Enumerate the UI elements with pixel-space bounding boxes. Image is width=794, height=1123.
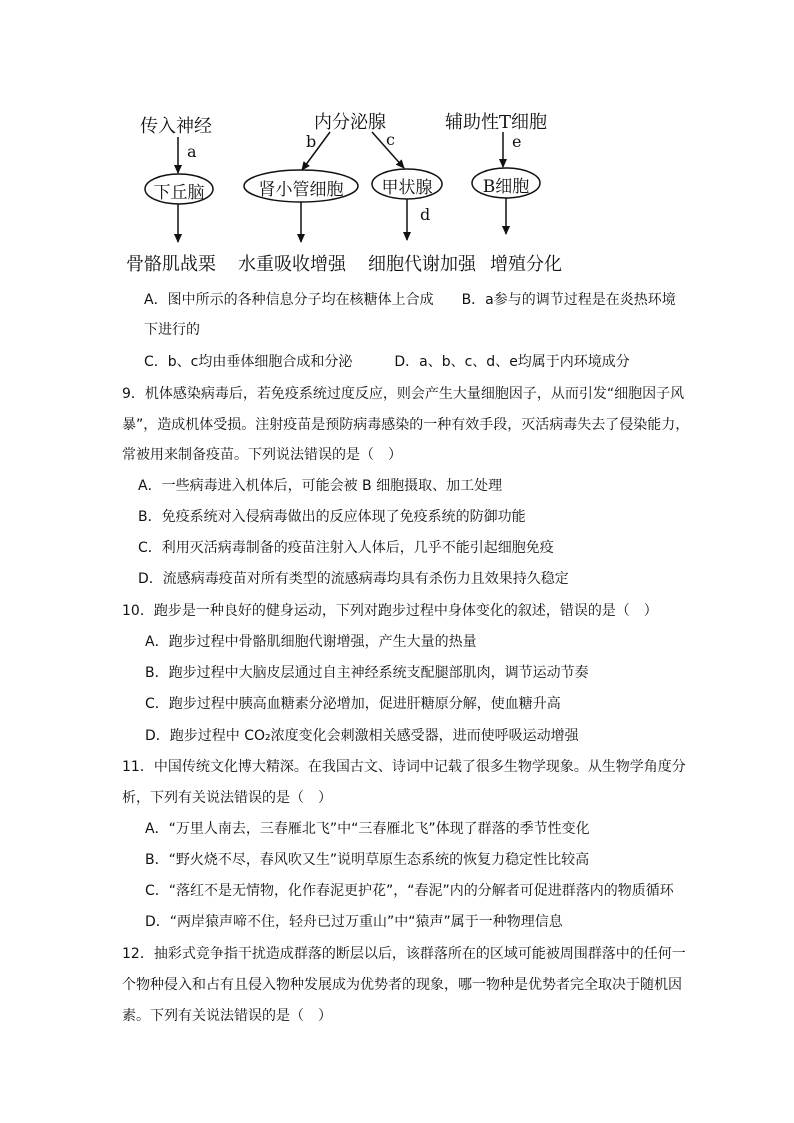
label-b: b <box>306 132 317 151</box>
q9-stem-line2: 暴”，造成机体受损。注射疫苗是预防病毒感染的一种有效手段，灭活病毒失去了侵染能力， <box>122 417 690 433</box>
q8-option-line1: A．图中所示的各种信息分子均在核糖体上合成 B．a参与的调节过程是在炎热环境 <box>144 292 676 308</box>
q12-stem-line2: 个物种侵入和占有且侵入物种发展成为优势者的现象，哪一物种是优势者完全取决于随机因 <box>122 977 682 993</box>
q9-option-a: A．一些病毒进入机体后，可能会被 B 细胞摄取、加工处理 <box>138 478 503 494</box>
diagram-graphics <box>0 0 794 290</box>
outcome-shivering: 骨骼肌战栗 <box>126 254 216 275</box>
q9-stem-line3: 常被用来制备疫苗。下列说法错误的是（ ） <box>122 447 402 463</box>
helper-t-cell-label: 辅助性T细胞 <box>445 112 548 133</box>
q12-stem-line1: 12．抽彩式竞争指干扰造成群落的断层以后，该群落所在的区域可能被周围群落中的任何一 <box>122 946 686 962</box>
q10-option-d: D．跑步过程中 CO₂浓度变化会刺激相关感受器，进而使呼吸运动增强 <box>145 728 579 744</box>
q11-option-c: C．“落红不是无情物，化作春泥更护花”，“春泥”内的分解者可促进群落内的物质循环 <box>145 883 674 899</box>
q10-stem: 10．跑步是一种良好的健身运动，下列对跑步过程中身体变化的叙述，错误的是（ ） <box>122 603 658 619</box>
q8-option-line3: C．b、c均由垂体细胞合成和分泌 D．a、b、c、d、e均属于内环境成分 <box>144 354 630 370</box>
afferent-nerve-label: 传入神经 <box>140 116 212 137</box>
label-c: c <box>386 130 395 149</box>
q10-option-c: C．跑步过程中胰高血糖素分泌增加，促进肝糖原分解，使血糖升高 <box>145 696 561 712</box>
q11-option-a: A．“万里人南去，三春雁北飞”中“三春雁北飞”体现了群落的季节性变化 <box>145 821 590 837</box>
q11-stem-line2: 析，下列有关说法错误的是（ ） <box>122 790 332 806</box>
renal-tubule-label: 肾小管细胞 <box>258 180 344 200</box>
b-cell-label: B细胞 <box>482 177 530 197</box>
q9-option-d: D．流感病毒疫苗对所有类型的流感病毒均具有杀伤力且效果持久稳定 <box>138 571 569 587</box>
q12-stem-line3: 素。下列有关说法错误的是（ ） <box>122 1008 332 1024</box>
thyroid-label: 甲状腺 <box>381 178 433 198</box>
outcome-metabolism: 细胞代谢加强 <box>368 254 476 275</box>
outcome-proliferation: 增殖分化 <box>490 254 562 275</box>
hypothalamus-label: 下丘脑 <box>153 183 205 203</box>
q11-stem-line1: 11．中国传统文化博大精深。在我国古文、诗词中记载了很多生物学现象。从生物学角度分 <box>122 759 686 775</box>
q11-option-b: B．“野火烧不尽，春风吹又生”说明草原生态系统的恢复力稳定性比较高 <box>145 852 590 868</box>
regulation-diagram <box>0 0 794 290</box>
label-a: a <box>187 142 197 161</box>
label-e: e <box>512 132 522 151</box>
label-d: d <box>420 205 431 224</box>
outcome-water-reabsorption: 水重吸收增强 <box>238 254 346 275</box>
endocrine-gland-label: 内分泌腺 <box>314 112 386 133</box>
q9-option-b: B．免疫系统对入侵病毒做出的反应体现了免疫系统的防御功能 <box>138 509 526 525</box>
q10-option-b: B．跑步过程中大脑皮层通过自主神经系统支配腿部肌肉，调节运动节奏 <box>145 665 589 681</box>
q8-option-line2: 下进行的 <box>144 322 200 338</box>
q11-option-d: D．“两岸猿声啼不住，轻舟已过万重山”中“猿声”属于一种物理信息 <box>145 914 563 930</box>
q9-stem-line1: 9．机体感染病毒后，若免疫系统过度反应，则会产生大量细胞因子，从而引发“细胞因子风 <box>122 386 685 402</box>
q10-option-a: A．跑步过程中骨骼肌细胞代谢增强，产生大量的热量 <box>145 634 477 650</box>
q9-option-c: C．利用灭活病毒制备的疫苗注射入人体后，几乎不能引起细胞免疫 <box>138 540 554 556</box>
